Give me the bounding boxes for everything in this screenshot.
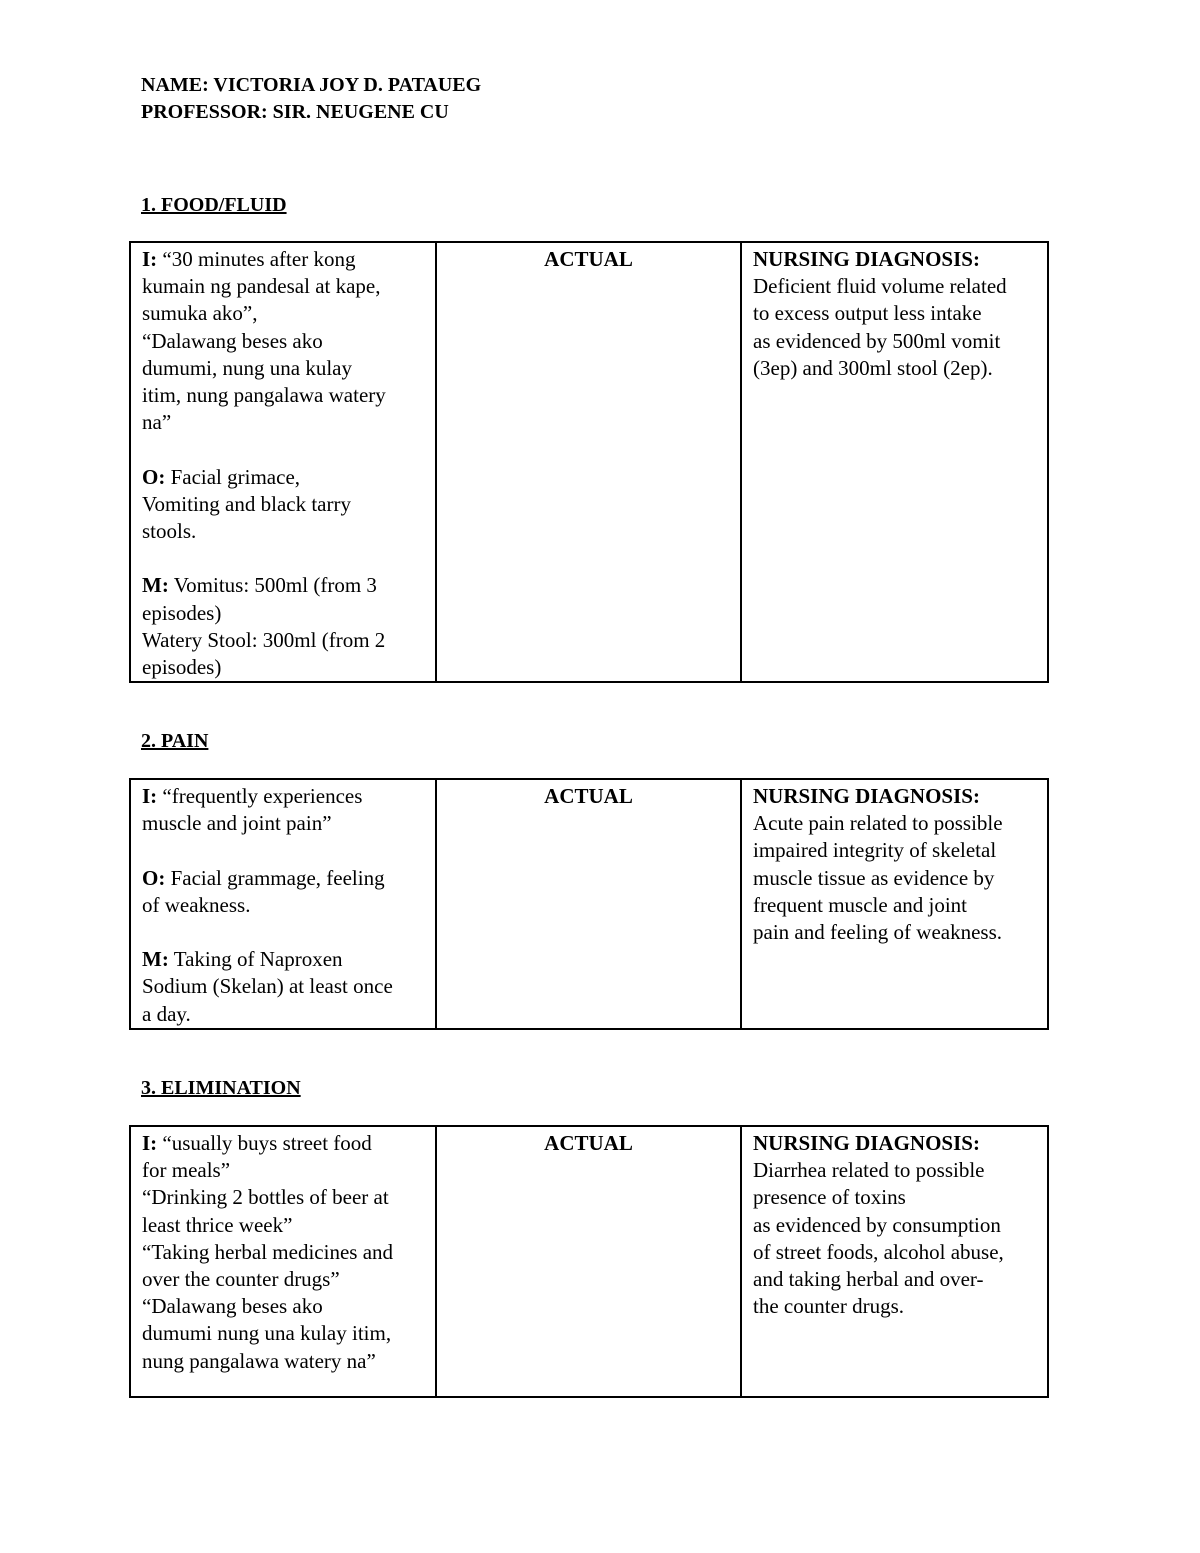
objective-label: O: bbox=[142, 464, 166, 489]
nursing-diagnosis-title: NURSING DIAGNOSIS: bbox=[753, 1131, 980, 1155]
section-title-food-fluid: 1. FOOD/FLUID bbox=[141, 194, 287, 216]
actual-cell: ACTUAL bbox=[436, 242, 741, 682]
measurable-label: M: bbox=[142, 573, 169, 598]
measurable-label: M: bbox=[142, 947, 169, 972]
nursing-diagnosis-title: NURSING DIAGNOSIS: bbox=[753, 247, 980, 271]
section-title-elimination: 3. ELIMINATION bbox=[141, 1077, 301, 1099]
subjective-label: I: bbox=[142, 1131, 158, 1155]
cues-cell: I: “frequently experiences muscle and joint pain” O: Facial grammage, feeling of weakness. M: Taking of Naproxen Sodium (Skelan) at least once a day. bbox=[130, 779, 436, 1029]
cues-cell: I: “30 minutes after kong kumain ng pandesal at kape, sumuka ako”, “Dalawang beses ako dumumi, nung una kulay itim, nung pangalawa watery na” O: Facial grimace, Vomiting and black tarry stools. M: Vomitus: 500ml (from 3 episodes) Watery Stool: 300ml (from 2 episodes) bbox=[130, 242, 436, 682]
nursing-diagnosis-cell: NURSING DIAGNOSIS: Diarrhea related to possible presence of toxins as evidenced by consumption of street foods, alcohol abuse, and taking herbal and over- the counter drugs. bbox=[741, 1126, 1048, 1397]
section-title-pain: 2. PAIN bbox=[141, 730, 209, 752]
assessment-table-pain bbox=[129, 778, 1049, 1030]
actual-cell: ACTUAL bbox=[436, 779, 741, 1029]
objective-label: O: bbox=[142, 865, 166, 890]
document-header bbox=[141, 72, 481, 126]
subjective-label: I: bbox=[142, 784, 158, 808]
student-name: NAME: VICTORIA JOY D. PATAUEG bbox=[141, 74, 482, 96]
professor-name: PROFESSOR: SIR. NEUGENE CU bbox=[141, 101, 449, 123]
subjective-label: I: bbox=[142, 247, 158, 271]
assessment-table-food-fluid bbox=[129, 241, 1049, 683]
cues-cell: I: “usually buys street food for meals” “Drinking 2 bottles of beer at least thrice week” “Taking herbal medicines and over the counter drugs” “Dalawang beses ako dumumi nung una kulay itim, nung pangalawa watery na” bbox=[130, 1126, 436, 1397]
nursing-diagnosis-title: NURSING DIAGNOSIS: bbox=[753, 784, 980, 808]
actual-cell: ACTUAL bbox=[436, 1126, 741, 1397]
nursing-diagnosis-cell: NURSING DIAGNOSIS: Acute pain related to possible impaired integrity of skeletal muscle tissue as evidence by frequent muscle and joint pain and feeling of weakness. bbox=[741, 779, 1048, 1029]
assessment-table-elimination bbox=[129, 1125, 1049, 1398]
nursing-diagnosis-cell: NURSING DIAGNOSIS: Deficient fluid volume related to excess output less intake as evidenced by 500ml vomit (3ep) and 300ml stool (2ep). bbox=[741, 242, 1048, 682]
